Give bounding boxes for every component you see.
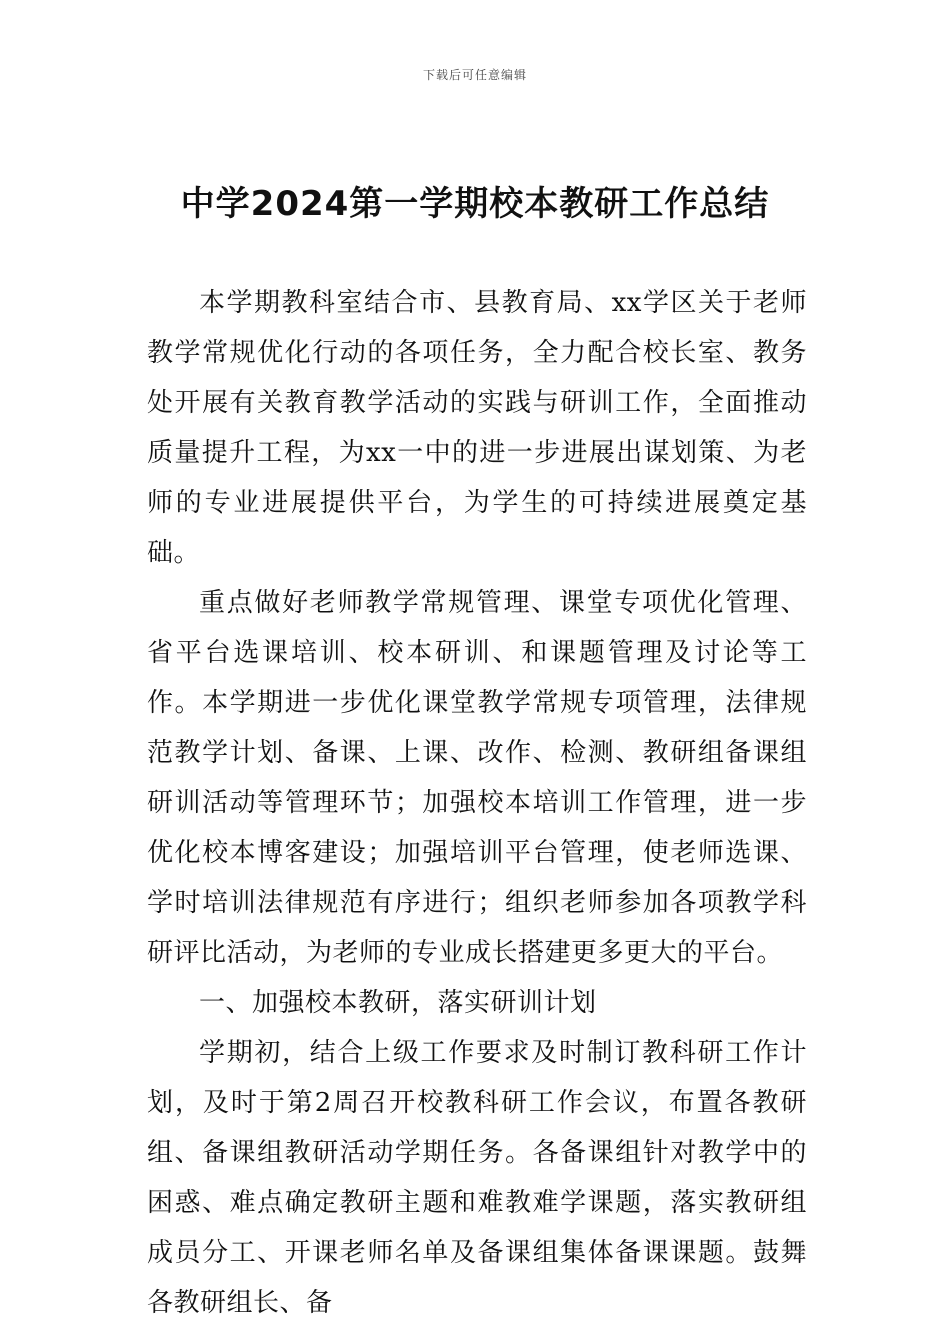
document-title: 中学2024第一学期校本教研工作总结 xyxy=(180,184,770,224)
paragraph-section-1: 学期初，结合上级工作要求及时制订教科研工作计划，及时于第2周召开校教科研工作会议，布置各教研组、备课组教研活动学期任务。各备课组针对教学中的困惑、难点确定教研主题和难教难学课题，落实教研组成员分工、开课老师名单及备课组集体备课课题。鼓舞各教研组长、备 xyxy=(147,1038,807,1318)
section-heading-1: 一、加强校本教研，落实研训计划 xyxy=(199,988,597,1018)
document-body xyxy=(147,278,807,1328)
paragraph-focus: 重点做好老师教学常规管理、课堂专项优化管理、省平台选课培训、校本研训、和课题管理及讨论等工作。本学期进一步优化课堂教学常规专项管理，法律规范教学计划、备课、上课、改作、检测、教研组备课组研训活动等管理环节；加强校本培训工作管理，进一步优化校本博客建设；加强培训平台管理，使老师选课、学时培训法律规范有序进行；组织老师参加各项教学科研评比活动，为老师的专业成长搭建更多更大的平台。 xyxy=(147,588,807,968)
header-note: 下载后可任意编辑 xyxy=(422,68,527,82)
paragraph-intro: 本学期教科室结合市、县教育局、xx学区关于老师教学常规优化行动的各项任务，全力配合校长室、教务处开展有关教育教学活动的实践与研训工作，全面推动质量提升工程，为xx一中的进一步进展出谋划策、为老师的专业进展提供平台，为学生的可持续进展奠定基础。 xyxy=(147,288,807,568)
